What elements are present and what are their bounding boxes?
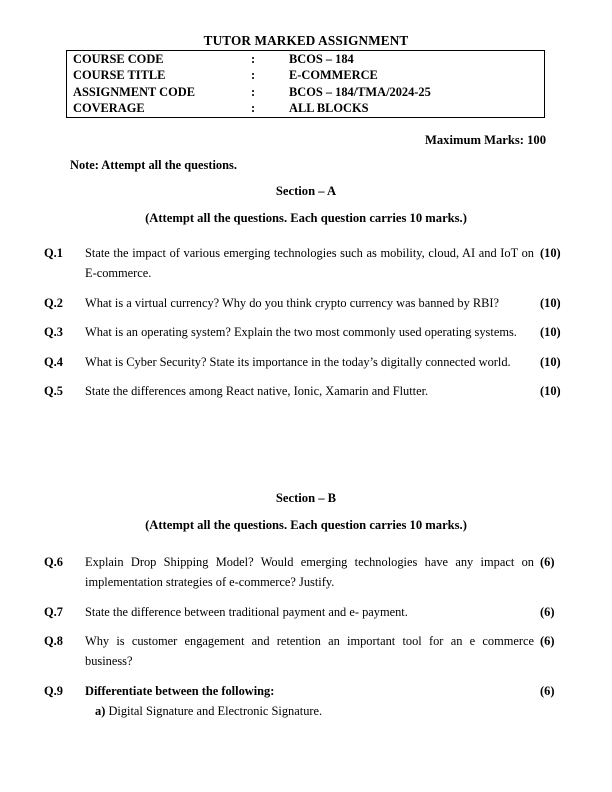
question-row [0,681,612,721]
question-number: Q.4 [44,354,63,369]
section-b-title: Section – B [275,491,337,505]
question-row [0,243,612,283]
question-number: Q.5 [44,384,63,399]
question-number: Q.1 [44,246,63,260]
question-number: Q.6 [44,555,63,569]
course-info-label: COVERAGE [73,101,145,116]
course-info-row [67,100,544,117]
question-marks: (10) [540,325,561,340]
course-info-value: BCOS – 184/TMA/2024-25 [289,84,431,99]
course-info-row [67,84,544,101]
course-info-label: ASSIGNMENT CODE [73,84,195,99]
course-info-value: BCOS – 184 [289,51,354,66]
question-text: Why is customer engagement and retention an important tool for an e commerce business? [85,634,534,669]
question-row [0,352,612,372]
section-a-question-list [0,243,612,411]
section-a-title: Section – A [275,184,337,198]
question-row [0,552,612,592]
section-a-subtitle: (Attempt all the questions. Each question carries 10 marks.) [145,211,467,225]
course-info-row [67,67,544,84]
question-text: State the differences among React native, Ionic, Xamarin and Flutter. [85,384,429,399]
section-b-heading [0,491,612,533]
question-text: Explain Drop Shipping Model? Would emerging technologies have any impact on implementation strategies of e-commerce? Justify. [85,555,534,590]
note-line: Note: Attempt all the questions. [70,158,237,172]
question-number: Q.7 [44,604,63,619]
course-info-table [66,50,545,118]
course-info-colon: : [251,84,256,99]
maximum-marks: Maximum Marks: 100 [424,133,546,147]
question-text: What is a virtual currency? Why do you think crypto currency was banned by RBI? [85,295,500,310]
question-marks: (6) [540,604,555,619]
section-b-subtitle: (Attempt all the questions. Each question carries 10 marks.) [145,518,467,532]
question-row [0,322,612,342]
question-marks: (10) [540,246,561,260]
question-number: Q.9 [44,683,63,698]
question-number: Q.8 [44,634,63,649]
question-text: State the difference between traditional payment and e- payment. [85,604,408,619]
course-info-colon: : [251,51,256,66]
question-marks: (6) [540,634,555,649]
question-row [0,602,612,622]
course-info-label: COURSE CODE [73,51,164,66]
question-row [0,381,612,401]
question-marks: (10) [540,354,561,369]
course-info-row [67,51,544,68]
document-title: TUTOR MARKED ASSIGNMENT [203,33,409,48]
course-info-label: COURSE TITLE [73,68,166,83]
section-b-question-list [0,552,612,731]
question-number: Q.3 [44,325,63,340]
section-a-heading [0,184,612,226]
question-number: Q.2 [44,295,63,310]
question-text: What is an operating system? Explain the two most commonly used operating systems. [85,325,517,340]
question-row [0,293,612,313]
question-marks: (6) [540,683,555,698]
course-info-value: E-COMMERCE [289,68,378,83]
question-subitem [85,701,534,721]
question-subitem-label: a) [95,704,106,719]
question-row [0,631,612,671]
question-marks: (10) [540,384,561,399]
question-text: What is Cyber Security? State its importance in the today’s digitally connected world. [85,354,511,369]
course-info-colon: : [251,68,256,83]
question-subitem-text: Digital Signature and Electronic Signature. [108,704,323,719]
question-marks: (10) [540,295,561,310]
question-marks: (6) [540,555,555,569]
question-text: State the impact of various emerging technologies such as mobility, cloud, AI and IoT on E-commerce. [85,246,534,281]
question-text: Differentiate between the following: [85,683,275,698]
course-info-value: ALL BLOCKS [289,101,369,116]
course-info-colon: : [251,101,256,116]
